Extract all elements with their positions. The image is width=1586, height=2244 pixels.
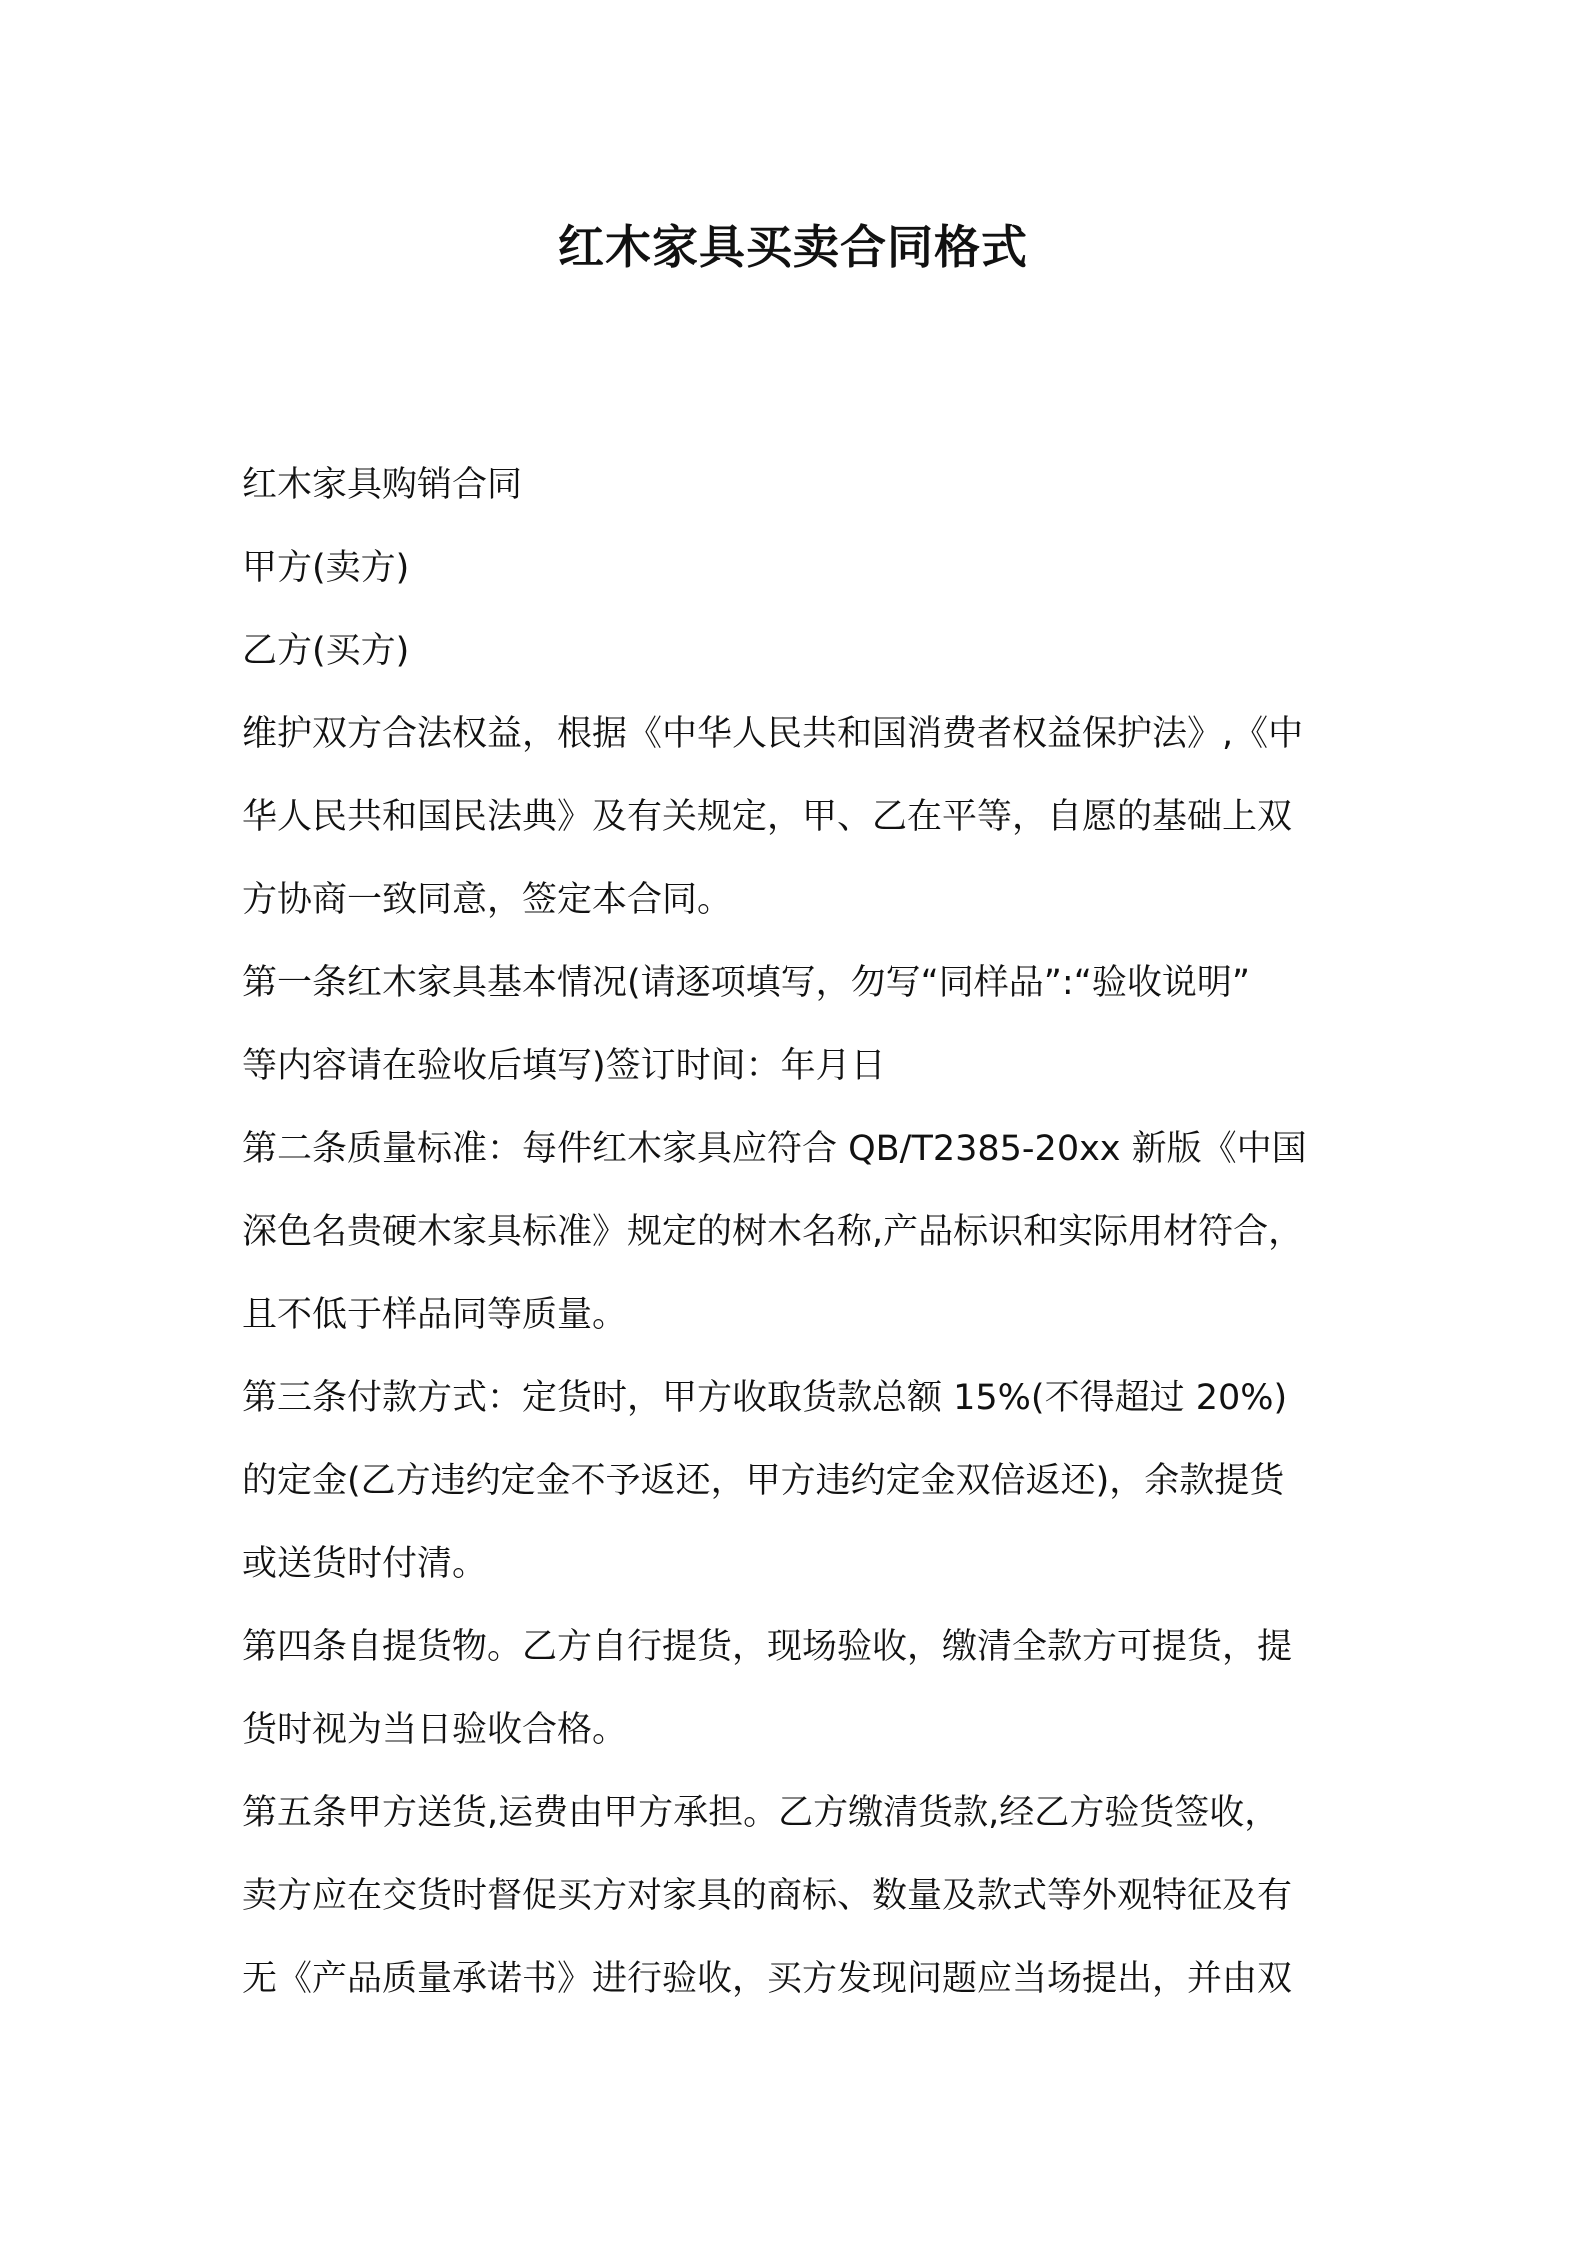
party-b-line: 乙方(买方)	[242, 631, 410, 671]
article-1-line-1: 第一条红木家具基本情况(请逐项填写，勿写“同样品”:“验收说明”	[242, 963, 1250, 1003]
article-3-line-3: 或送货时付清。	[242, 1544, 488, 1584]
article-2-line-3: 且不低于样品同等质量。	[242, 1295, 628, 1335]
preamble-line-1: 维护双方合法权益，根据《中华人民共和国消费者权益保护法》,《中	[242, 714, 1304, 754]
article-2-line-1: 第二条质量标准：每件红木家具应符合 QB/T2385-20xx 新版《中国	[242, 1129, 1307, 1169]
article-4-line-1: 第四条自提货物。乙方自行提货，现场验收，缴清全款方可提货，提	[242, 1627, 1293, 1667]
article-3-line-1: 第三条付款方式：定货时，甲方收取货款总额 15%(不得超过 20%)	[242, 1378, 1288, 1418]
article-5-line-1: 第五条甲方送货,运费由甲方承担。乙方缴清货款,经乙方验货签收，	[242, 1793, 1280, 1833]
party-a-line: 甲方(卖方)	[242, 548, 410, 588]
preamble-line-2: 华人民共和国民法典》及有关规定，甲、乙在平等，自愿的基础上双	[242, 797, 1293, 837]
preamble-line-3: 方协商一致同意，签定本合同。	[242, 880, 733, 920]
article-2-line-2: 深色名贵硬木家具标准》规定的树木名称,产品标识和实际用材符合，	[242, 1212, 1304, 1252]
article-5-line-2: 卖方应在交货时督促买方对家具的商标、数量及款式等外观特征及有	[242, 1876, 1293, 1916]
article-4-line-2: 货时视为当日验收合格。	[242, 1710, 628, 1750]
article-3-line-2: 的定金(乙方违约定金不予返还，甲方违约定金双倍返还)，余款提货	[242, 1461, 1285, 1501]
contract-heading: 红木家具购销合同	[242, 465, 523, 505]
article-1-line-2: 等内容请在验收后填写)签订时间：年月日	[242, 1046, 886, 1086]
article-5-line-3: 无《产品质量承诺书》进行验收，买方发现问题应当场提出，并由双	[242, 1959, 1293, 1999]
document-title: 红木家具买卖合同格式	[558, 220, 1028, 274]
document-body	[242, 444, 1350, 2021]
